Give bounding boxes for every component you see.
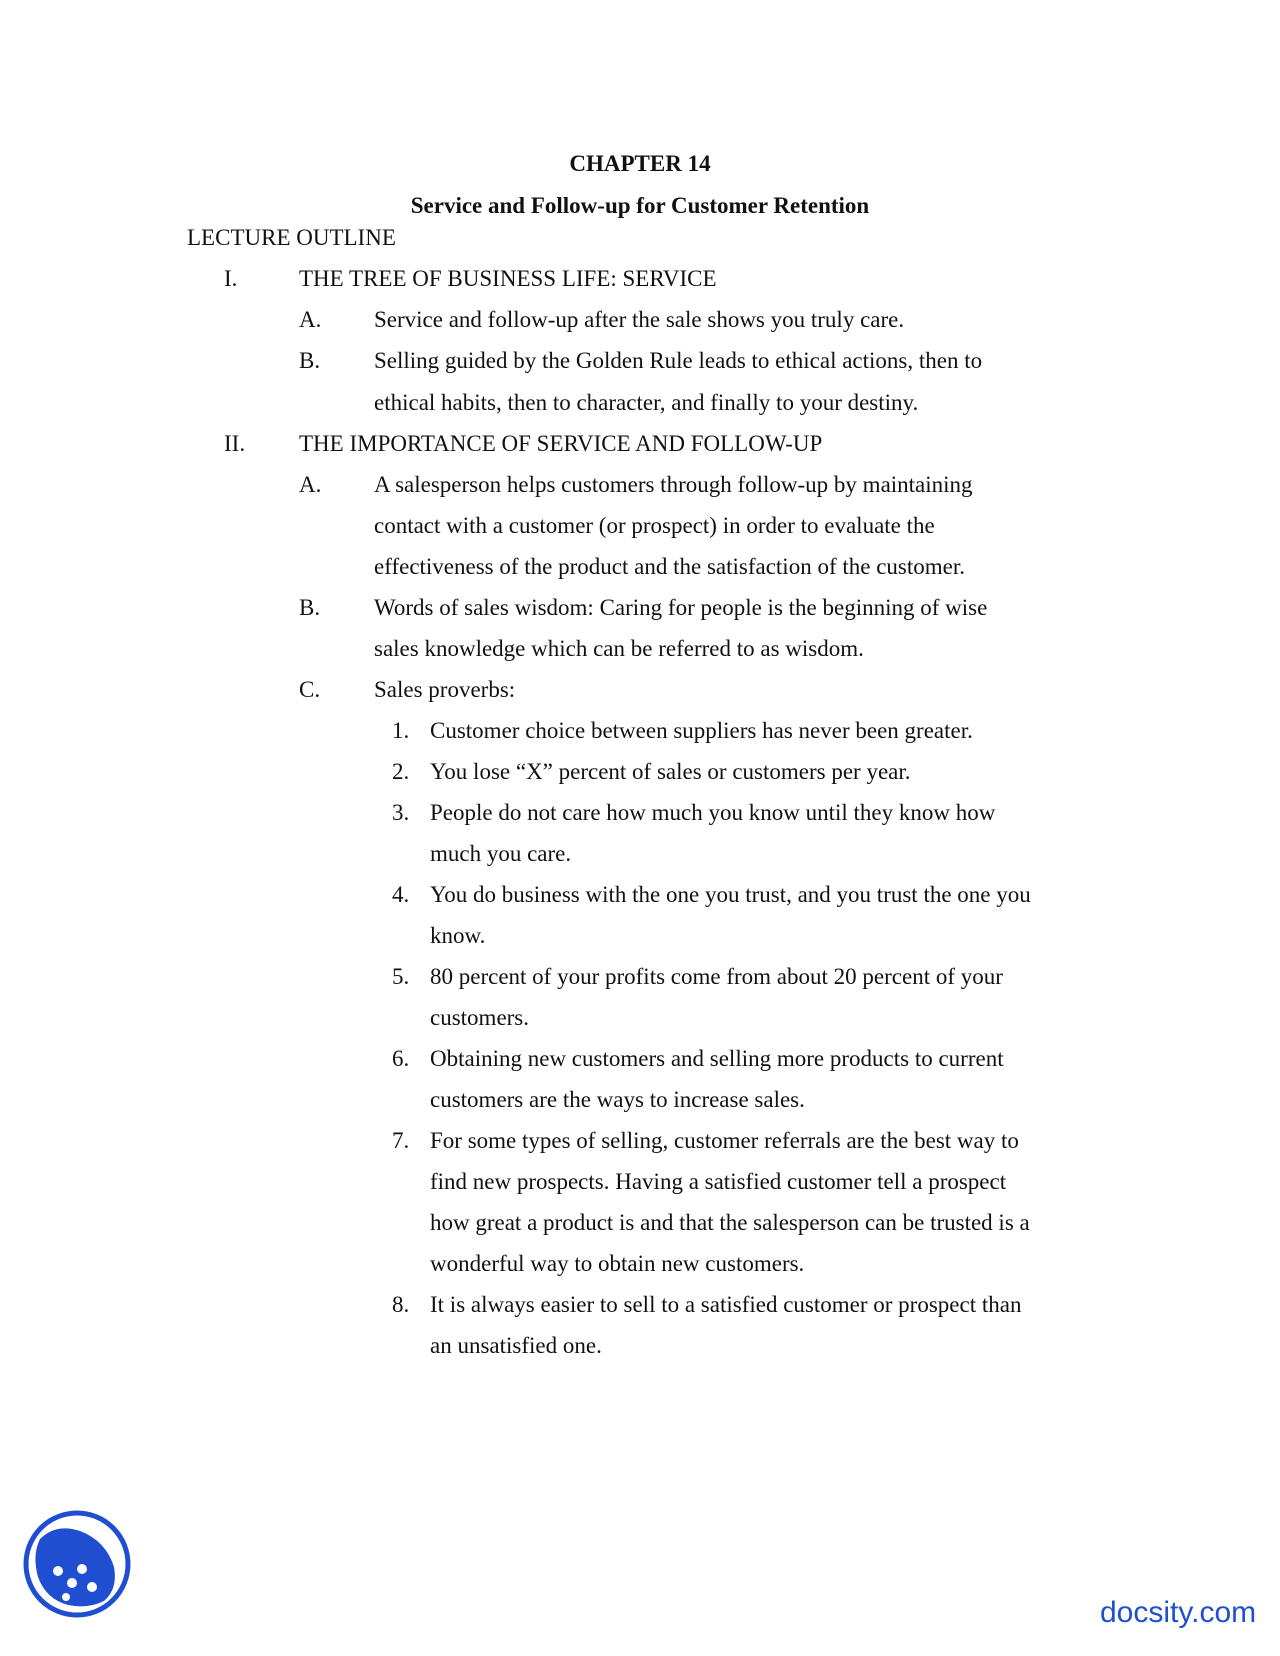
item-text: Selling guided by the Golden Rule leads to ethical actions, then to <box>374 348 983 373</box>
proverb-text: customers are the ways to increase sales. <box>430 1087 805 1112</box>
proverb-number: 3. <box>392 800 410 825</box>
item-text: Sales proverbs: <box>374 677 516 702</box>
proverb-text: Customer choice between suppliers has never been greater. <box>430 718 973 743</box>
proverb-text: wonderful way to obtain new customers. <box>430 1251 805 1276</box>
proverb-number: 8. <box>392 1292 410 1317</box>
docsity-logo-icon[interactable] <box>22 1509 132 1619</box>
section-marker: I. <box>224 266 238 291</box>
section-heading: THE IMPORTANCE OF SERVICE AND FOLLOW-UP <box>299 431 823 456</box>
section-marker: II. <box>224 431 246 456</box>
proverb-text: You do business with the one you trust, and you trust the one you <box>430 882 1031 907</box>
item-marker: B. <box>299 595 321 620</box>
proverb-number: 6. <box>392 1046 410 1071</box>
proverb-text: You lose “X” percent of sales or customers per year. <box>430 759 911 784</box>
proverb-text: how great a product is and that the salesperson can be trusted is a <box>430 1210 1030 1235</box>
item-text: sales knowledge which can be referred to as wisdom. <box>374 636 864 661</box>
proverb-text: know. <box>430 923 486 948</box>
item-marker: A. <box>299 472 322 497</box>
item-text: contact with a customer (or prospect) in order to evaluate the <box>374 513 935 538</box>
proverb-text: 80 percent of your profits come from about 20 percent of your <box>430 964 1003 989</box>
proverb-text: Obtaining new customers and selling more products to current <box>430 1046 1004 1071</box>
proverb-number: 5. <box>392 964 410 989</box>
proverb-text: customers. <box>430 1005 530 1030</box>
proverb-number: 1. <box>392 718 410 743</box>
item-text: effectiveness of the product and the satisfaction of the customer. <box>374 554 965 579</box>
proverb-text: It is always easier to sell to a satisfied customer or prospect than <box>430 1292 1022 1317</box>
proverb-number: 2. <box>392 759 410 784</box>
item-marker: C. <box>299 677 321 702</box>
proverb-number: 4. <box>392 882 410 907</box>
item-text: Service and follow-up after the sale shows you truly care. <box>374 307 905 332</box>
item-marker: B. <box>299 348 321 373</box>
outline-label: LECTURE OUTLINE <box>187 225 396 250</box>
proverb-text: find new prospects. Having a satisfied customer tell a prospect <box>430 1169 1007 1194</box>
proverb-number: 7. <box>392 1128 410 1153</box>
item-text: A salesperson helps customers through follow-up by maintaining <box>374 472 973 497</box>
item-text: ethical habits, then to character, and finally to your destiny. <box>374 390 919 415</box>
proverb-text: For some types of selling, customer referrals are the best way to <box>430 1128 1019 1153</box>
section-heading: THE TREE OF BUSINESS LIFE: SERVICE <box>299 266 717 291</box>
item-marker: A. <box>299 307 322 332</box>
proverb-text: an unsatisfied one. <box>430 1333 602 1358</box>
chapter-subtitle: Service and Follow-up for Customer Retention <box>410 193 870 218</box>
proverb-text: much you care. <box>430 841 572 866</box>
brand-link[interactable]: docsity.com <box>1100 1596 1257 1629</box>
proverb-text: People do not care how much you know until they know how <box>430 800 996 825</box>
item-text: Words of sales wisdom: Caring for people is the beginning of wise <box>374 595 988 620</box>
chapter-heading: CHAPTER 14 <box>569 151 711 176</box>
